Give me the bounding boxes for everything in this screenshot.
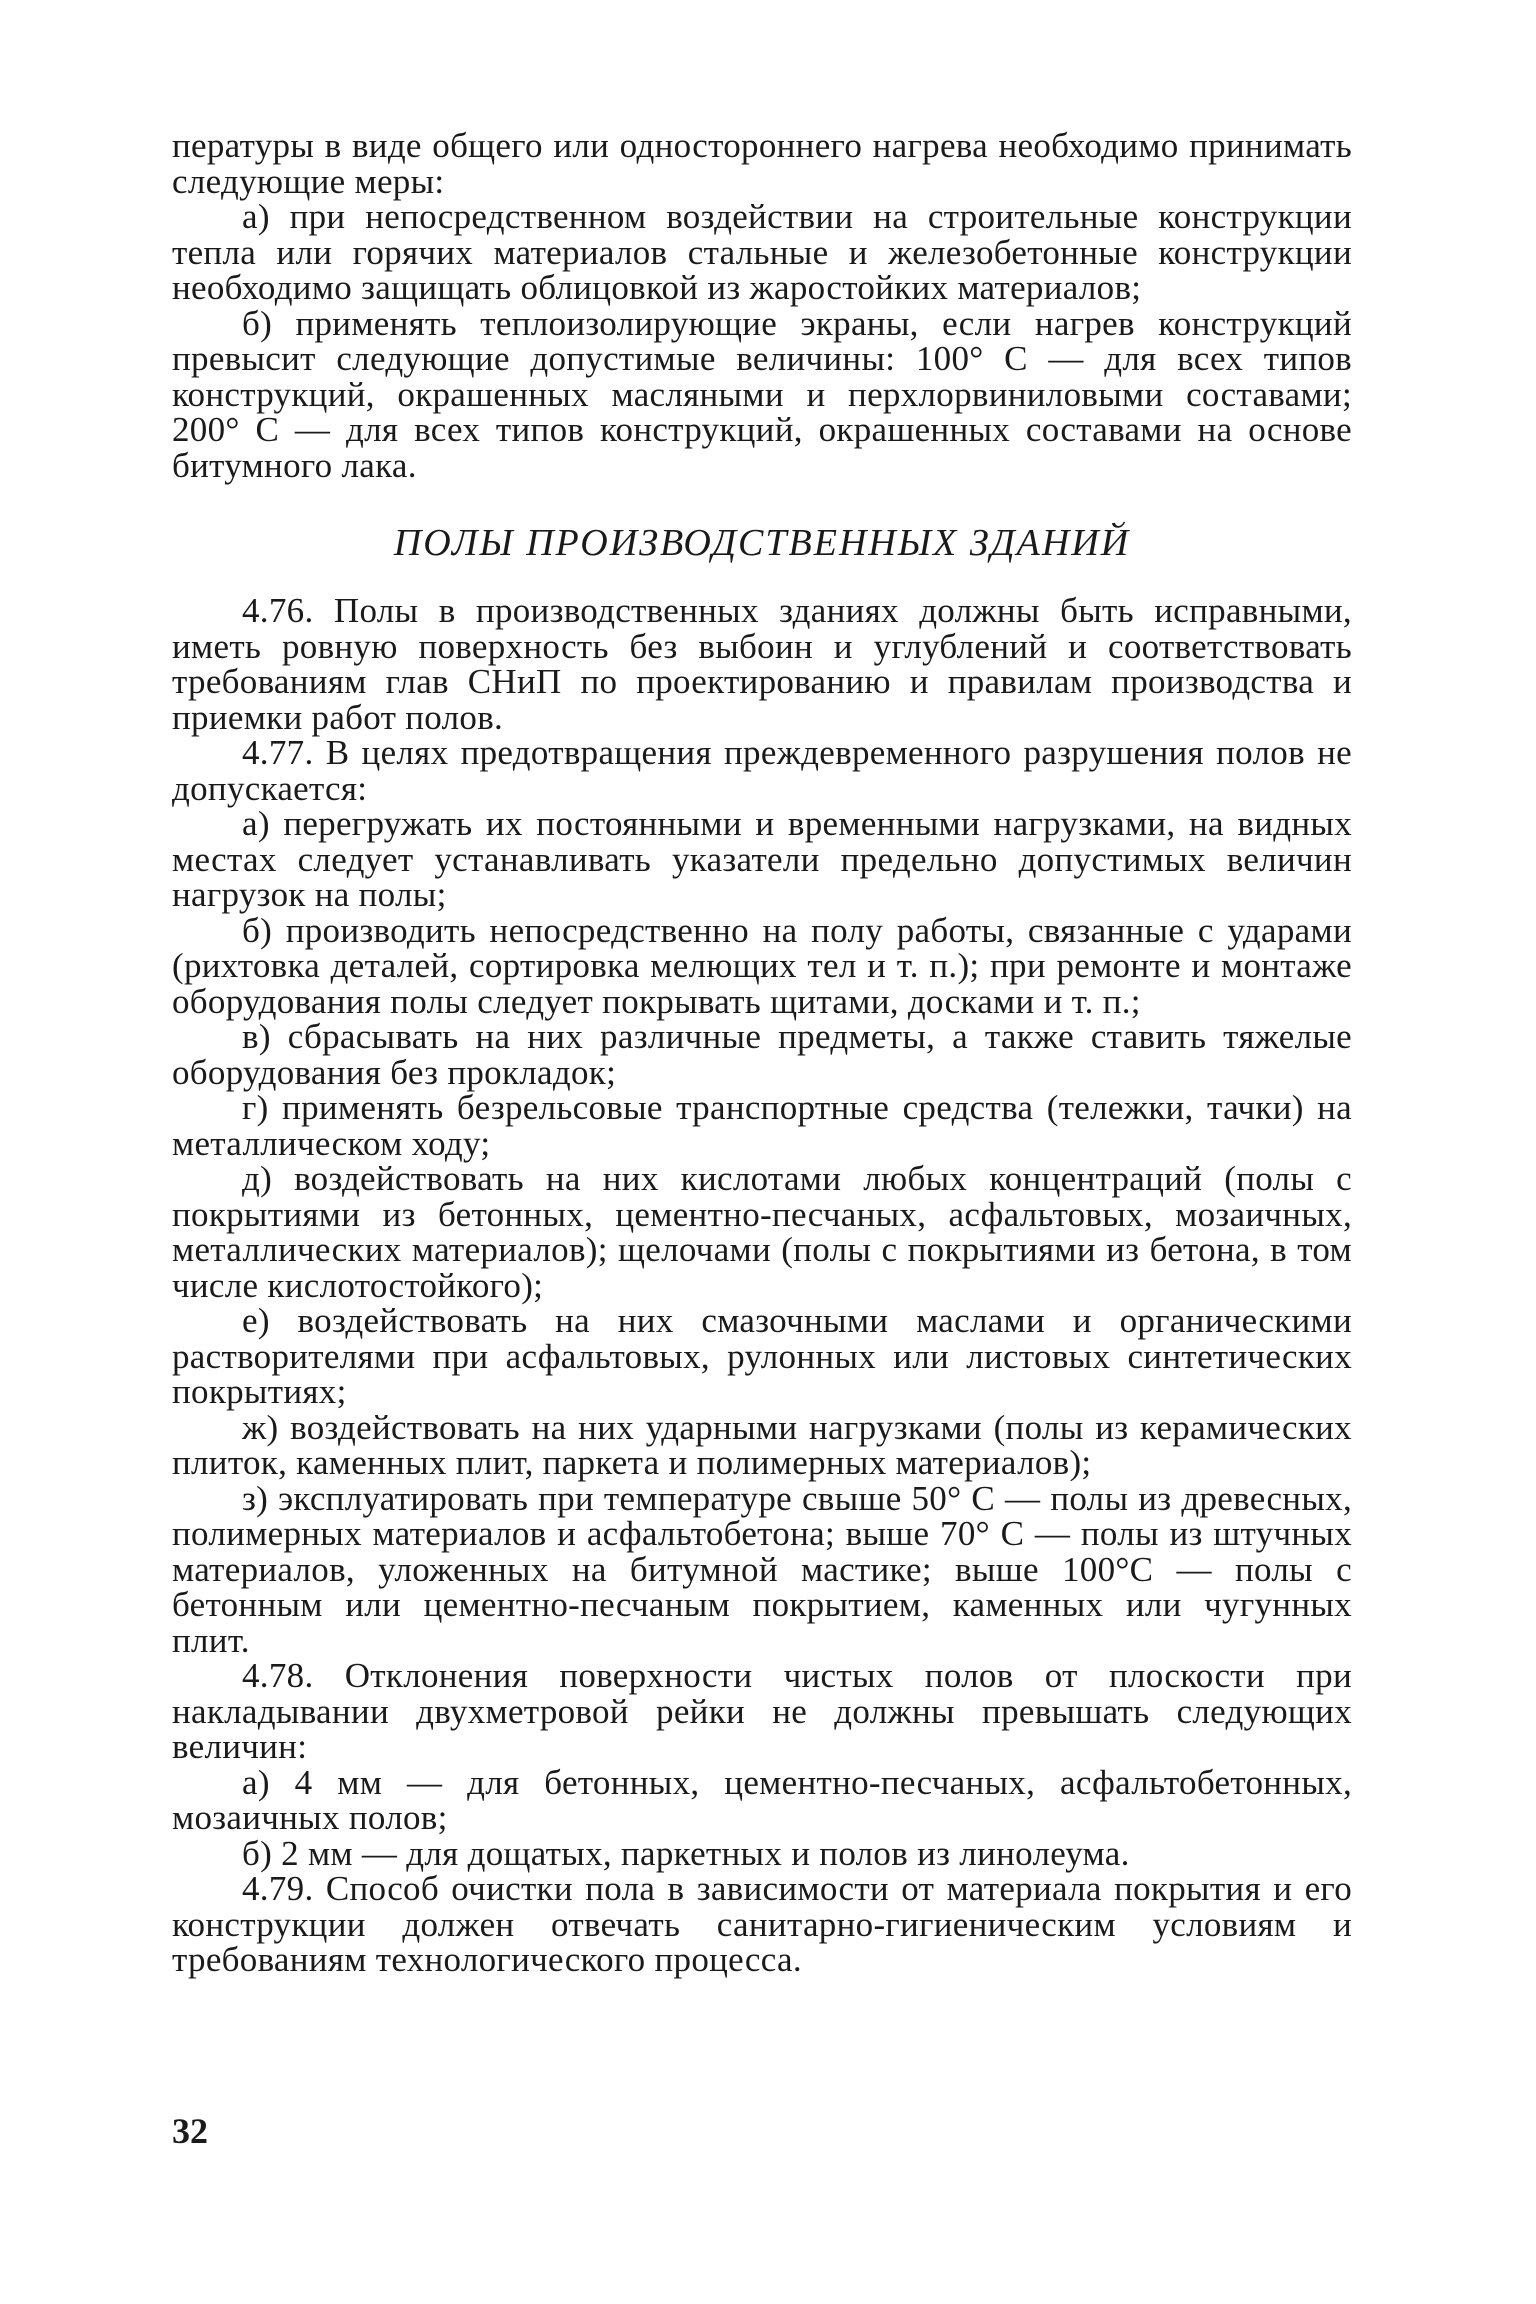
page-number: 32	[172, 2111, 208, 2151]
intro-item-b: б) применять теплоизолирующие экраны, если нагрев конструкций превысит следующие допустимые величины: 100° С — для всех типов конструкций, окрашенных масляными и перхлорвиниловыми составами; 200° С — для всех типов конструкций, окрашенных составами на основе битумного лака.	[172, 303, 1352, 485]
clause-4-77-item-a: а) перегружать их постоянными и временными нагрузками, на видных местах следует устанавливать указатели предельно допустимых величин нагрузок на полы;	[172, 804, 1352, 914]
clause-4-77-item-zh: ж) воздействовать на них ударными нагрузками (полы из керамических плиток, каменных плит, паркета и полимерных материалов);	[172, 1407, 1352, 1482]
clause-4-77: 4.77. В целях предотвращения преждевременного разрушения полов не допускается:	[172, 733, 1352, 808]
clause-4-79: 4.79. Способ очистки пола в зависимости от материала покрытия и его конструкции должен отвечать санитарно-гигиеническим условиям и требованиям технологического процесса.	[172, 1869, 1352, 1979]
clause-4-77-item-v: в) сбрасывать на них различные предметы, а также ставить тяжелые оборудования без прокладок;	[172, 1017, 1352, 1092]
clause-4-78: 4.78. Отклонения поверхности чистых полов от плоскости при накладывании двухметровой рейки не должны превышать следующих величин:	[172, 1656, 1352, 1766]
clause-4-77-item-z: з) эксплуатировать при температуре свыше 50° С — полы из древесных, полимерных материалов и асфальтобетона; выше 70° С — полы из штучных материалов, уложенных на битумной мастике; выше 100°С — полы с бетонным или цементно-песчаным покрытием, каменных или чугунных плит.	[172, 1478, 1352, 1660]
clause-4-77-item-d: д) воздействовать на них кислотами любых концентраций (полы с покрытиями из бетонных, цементно-песчаных, асфальтовых, мозаичных, металлических материалов); щелочами (полы с покрытиями из бетона, в том числе кислотостойкого);	[172, 1159, 1352, 1305]
intro-item-a: а) при непосредственном воздействии на строительные конструкции тепла или горячих материалов стальные и железобетонные конструкции необходимо защищать облицовкой из жаростойких материалов;	[172, 197, 1352, 307]
clause-4-78-item-b: б) 2 мм — для дощатых, паркетных и полов из линолеума.	[242, 1833, 1130, 1873]
intro-paragraph: пературы в виде общего или одностороннего нагрева необходимо принимать следующие меры:	[172, 126, 1352, 201]
page-content	[172, 128, 1352, 1978]
clause-4-77-item-b: б) производить непосредственно на полу работы, связанные с ударами (рихтовка деталей, сортировка мелющих тел и т. п.); при ремонте и монтаже оборудования полы следует покрывать щитами, досками и т. п.;	[172, 910, 1352, 1021]
clause-4-77-item-g: г) применять безрельсовые транспортные средства (тележки, тачки) на металлическом ходу;	[172, 1088, 1352, 1163]
clause-4-77-item-e: е) воздействовать на них смазочными маслами и органическими растворителями при асфальтовых, рулонных или листовых синтетических покрытиях;	[172, 1301, 1352, 1411]
section-heading: ПОЛЫ ПРОИЗВОДСТВЕННЫХ ЗДАНИЙ	[393, 522, 1131, 564]
clause-4-76: 4.76. Полы в производственных зданиях должны быть исправными, иметь ровную поверхность без выбоин и углублений и соответствовать требованиям глав СНиП по проектированию и правилам производства и приемки работ полов.	[172, 591, 1352, 737]
clause-4-78-item-a: а) 4 мм — для бетонных, цементно-песчаных, асфальтобетонных, мозаичных полов;	[172, 1762, 1352, 1837]
